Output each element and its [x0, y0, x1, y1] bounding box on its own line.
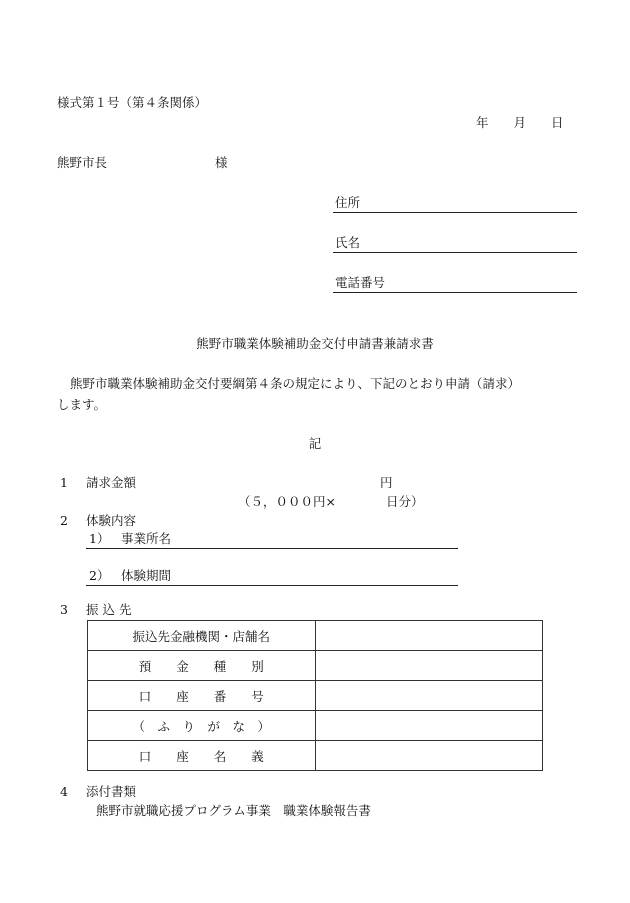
furigana-value[interactable]	[315, 711, 542, 741]
address-field-line[interactable]	[333, 212, 577, 213]
workplace-field-line[interactable]	[86, 548, 458, 549]
phone-label: 電話番号	[335, 275, 386, 290]
honorific: 様	[215, 155, 228, 170]
intro-line-2: します。	[57, 397, 107, 412]
phone-field-line[interactable]	[333, 292, 577, 293]
item2-label: 体験期間	[121, 568, 172, 583]
furigana-label: （ ふ り が な ）	[88, 711, 316, 741]
attachment-item: 熊野市就職応援プログラム事業 職業体験報告書	[96, 803, 371, 818]
table-row	[88, 681, 543, 711]
ki-heading: 記	[308, 436, 322, 451]
item1-number: 1）	[89, 531, 110, 546]
section1-number: 1	[60, 475, 68, 490]
address-label: 住所	[335, 195, 361, 210]
name-field-line[interactable]	[333, 252, 577, 253]
account-type-value[interactable]	[315, 651, 542, 681]
section2-label: 体験内容	[86, 513, 137, 528]
document-title: 熊野市職業体験補助金交付申請書兼請求書	[196, 336, 434, 351]
section4-label: 添付書類	[86, 784, 137, 799]
bank-branch-value[interactable]	[315, 621, 542, 651]
table-row	[88, 711, 543, 741]
bank-branch-label: 振込先金融機関・店舗名	[88, 621, 316, 651]
date-line: 年 月 日	[476, 115, 564, 130]
section1-label: 請求金額	[86, 475, 137, 490]
section4-number: 4	[60, 784, 68, 799]
section1-yen: 円	[380, 475, 393, 490]
addressee: 熊野市長	[57, 155, 108, 170]
account-number-value[interactable]	[315, 681, 542, 711]
section3-number: 3	[60, 602, 68, 617]
section2-number: 2	[60, 513, 68, 528]
name-label: 氏名	[335, 235, 361, 250]
account-holder-label: 口 座 名 義	[88, 741, 316, 771]
item2-number: 2）	[89, 568, 110, 583]
form-number: 様式第１号（第４条関係）	[57, 95, 208, 110]
item1-label: 事業所名	[121, 531, 172, 546]
account-holder-value[interactable]	[315, 741, 542, 771]
account-number-label: 口 座 番 号	[88, 681, 316, 711]
table-row	[88, 741, 543, 771]
table-row	[88, 621, 543, 651]
table-row	[88, 651, 543, 681]
bank-transfer-table	[87, 620, 543, 771]
intro-line-1: 熊野市職業体験補助金交付要綱第４条の規定により、下記のとおり申請（請求）	[70, 376, 521, 391]
account-type-label: 預 金 種 別	[88, 651, 316, 681]
period-field-line[interactable]	[86, 585, 458, 586]
section1-calc: （５，０００円× 日分）	[238, 494, 424, 509]
section3-label: 振 込 先	[86, 602, 132, 617]
